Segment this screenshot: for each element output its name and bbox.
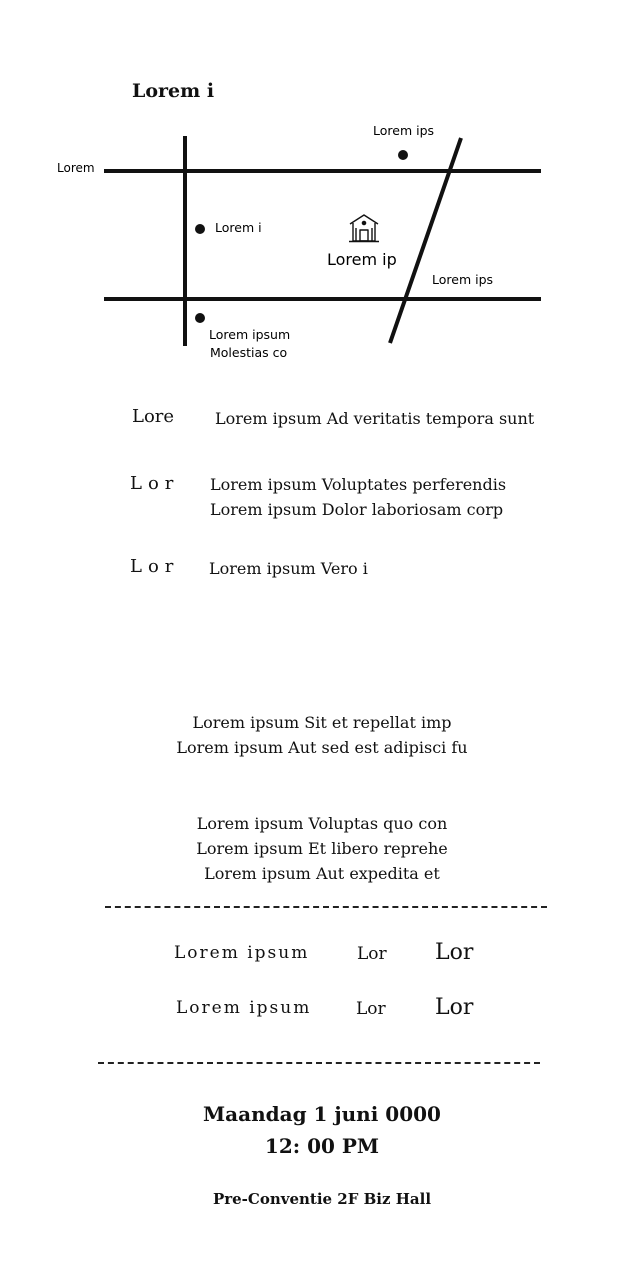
person-1-name: Lorem ipsum (174, 943, 310, 963)
info-value-3-line1: Lorem ipsum Vero i (209, 559, 368, 578)
venue-label: Lorem ip (327, 250, 397, 269)
location-map (0, 120, 644, 370)
message-line: Lorem ipsum Aut sed est adipisci fu (176, 738, 468, 757)
landmark-bottom-label-line1: Lorem ipsum (209, 327, 291, 342)
landmark-dot-left (195, 224, 205, 234)
landmark-dot-top-right (398, 150, 408, 160)
message-line: Lorem ipsum Et libero reprehe (196, 839, 448, 858)
message-block-1 (0, 710, 644, 760)
map-title: Lorem i (132, 80, 215, 102)
message-line: Lorem ipsum Voluptas quo con (196, 814, 448, 833)
event-date: Maandag 1 juni 0000 (203, 1102, 441, 1126)
house-icon (349, 215, 379, 242)
info-key-3: Lor (130, 556, 180, 577)
info-key-2: Lor (130, 473, 180, 494)
landmark-bottom-label-line2: Molestias co (210, 345, 288, 360)
person-1-mid: Lor (357, 944, 387, 964)
message-line: Lorem ipsum Sit et repellat imp (192, 713, 452, 732)
divider-top (105, 906, 547, 908)
person-2-mid: Lor (356, 999, 386, 1019)
info-key-1: Lore (132, 406, 175, 427)
info-value-2-line2: Lorem ipsum Dolor laboriosam corp (210, 500, 504, 519)
divider-bottom (98, 1062, 540, 1064)
person-2-name: Lorem ipsum (176, 998, 312, 1018)
message-block-2 (0, 811, 644, 886)
person-2-big: Lor (435, 995, 474, 1020)
message-line: Lorem ipsum Aut expedita et (204, 864, 440, 883)
landmark-dot-bottom (195, 313, 205, 323)
road-left-label: Lorem (57, 161, 95, 175)
road-diagonal (390, 138, 461, 343)
event-time: 12: 00 PM (264, 1134, 380, 1158)
landmark-top-right-label: Lorem ips (373, 123, 435, 138)
landmark-left-label: Lorem i (215, 220, 262, 235)
info-value-1-line1: Lorem ipsum Ad veritatis tempora sunt (215, 409, 535, 428)
road-diagonal-label: Lorem ips (432, 272, 494, 287)
info-value-2-line1: Lorem ipsum Voluptates perferendis (210, 475, 507, 494)
person-1-big: Lor (435, 940, 474, 965)
event-venue: Pre-Conventie 2F Biz Hall (212, 1190, 432, 1208)
